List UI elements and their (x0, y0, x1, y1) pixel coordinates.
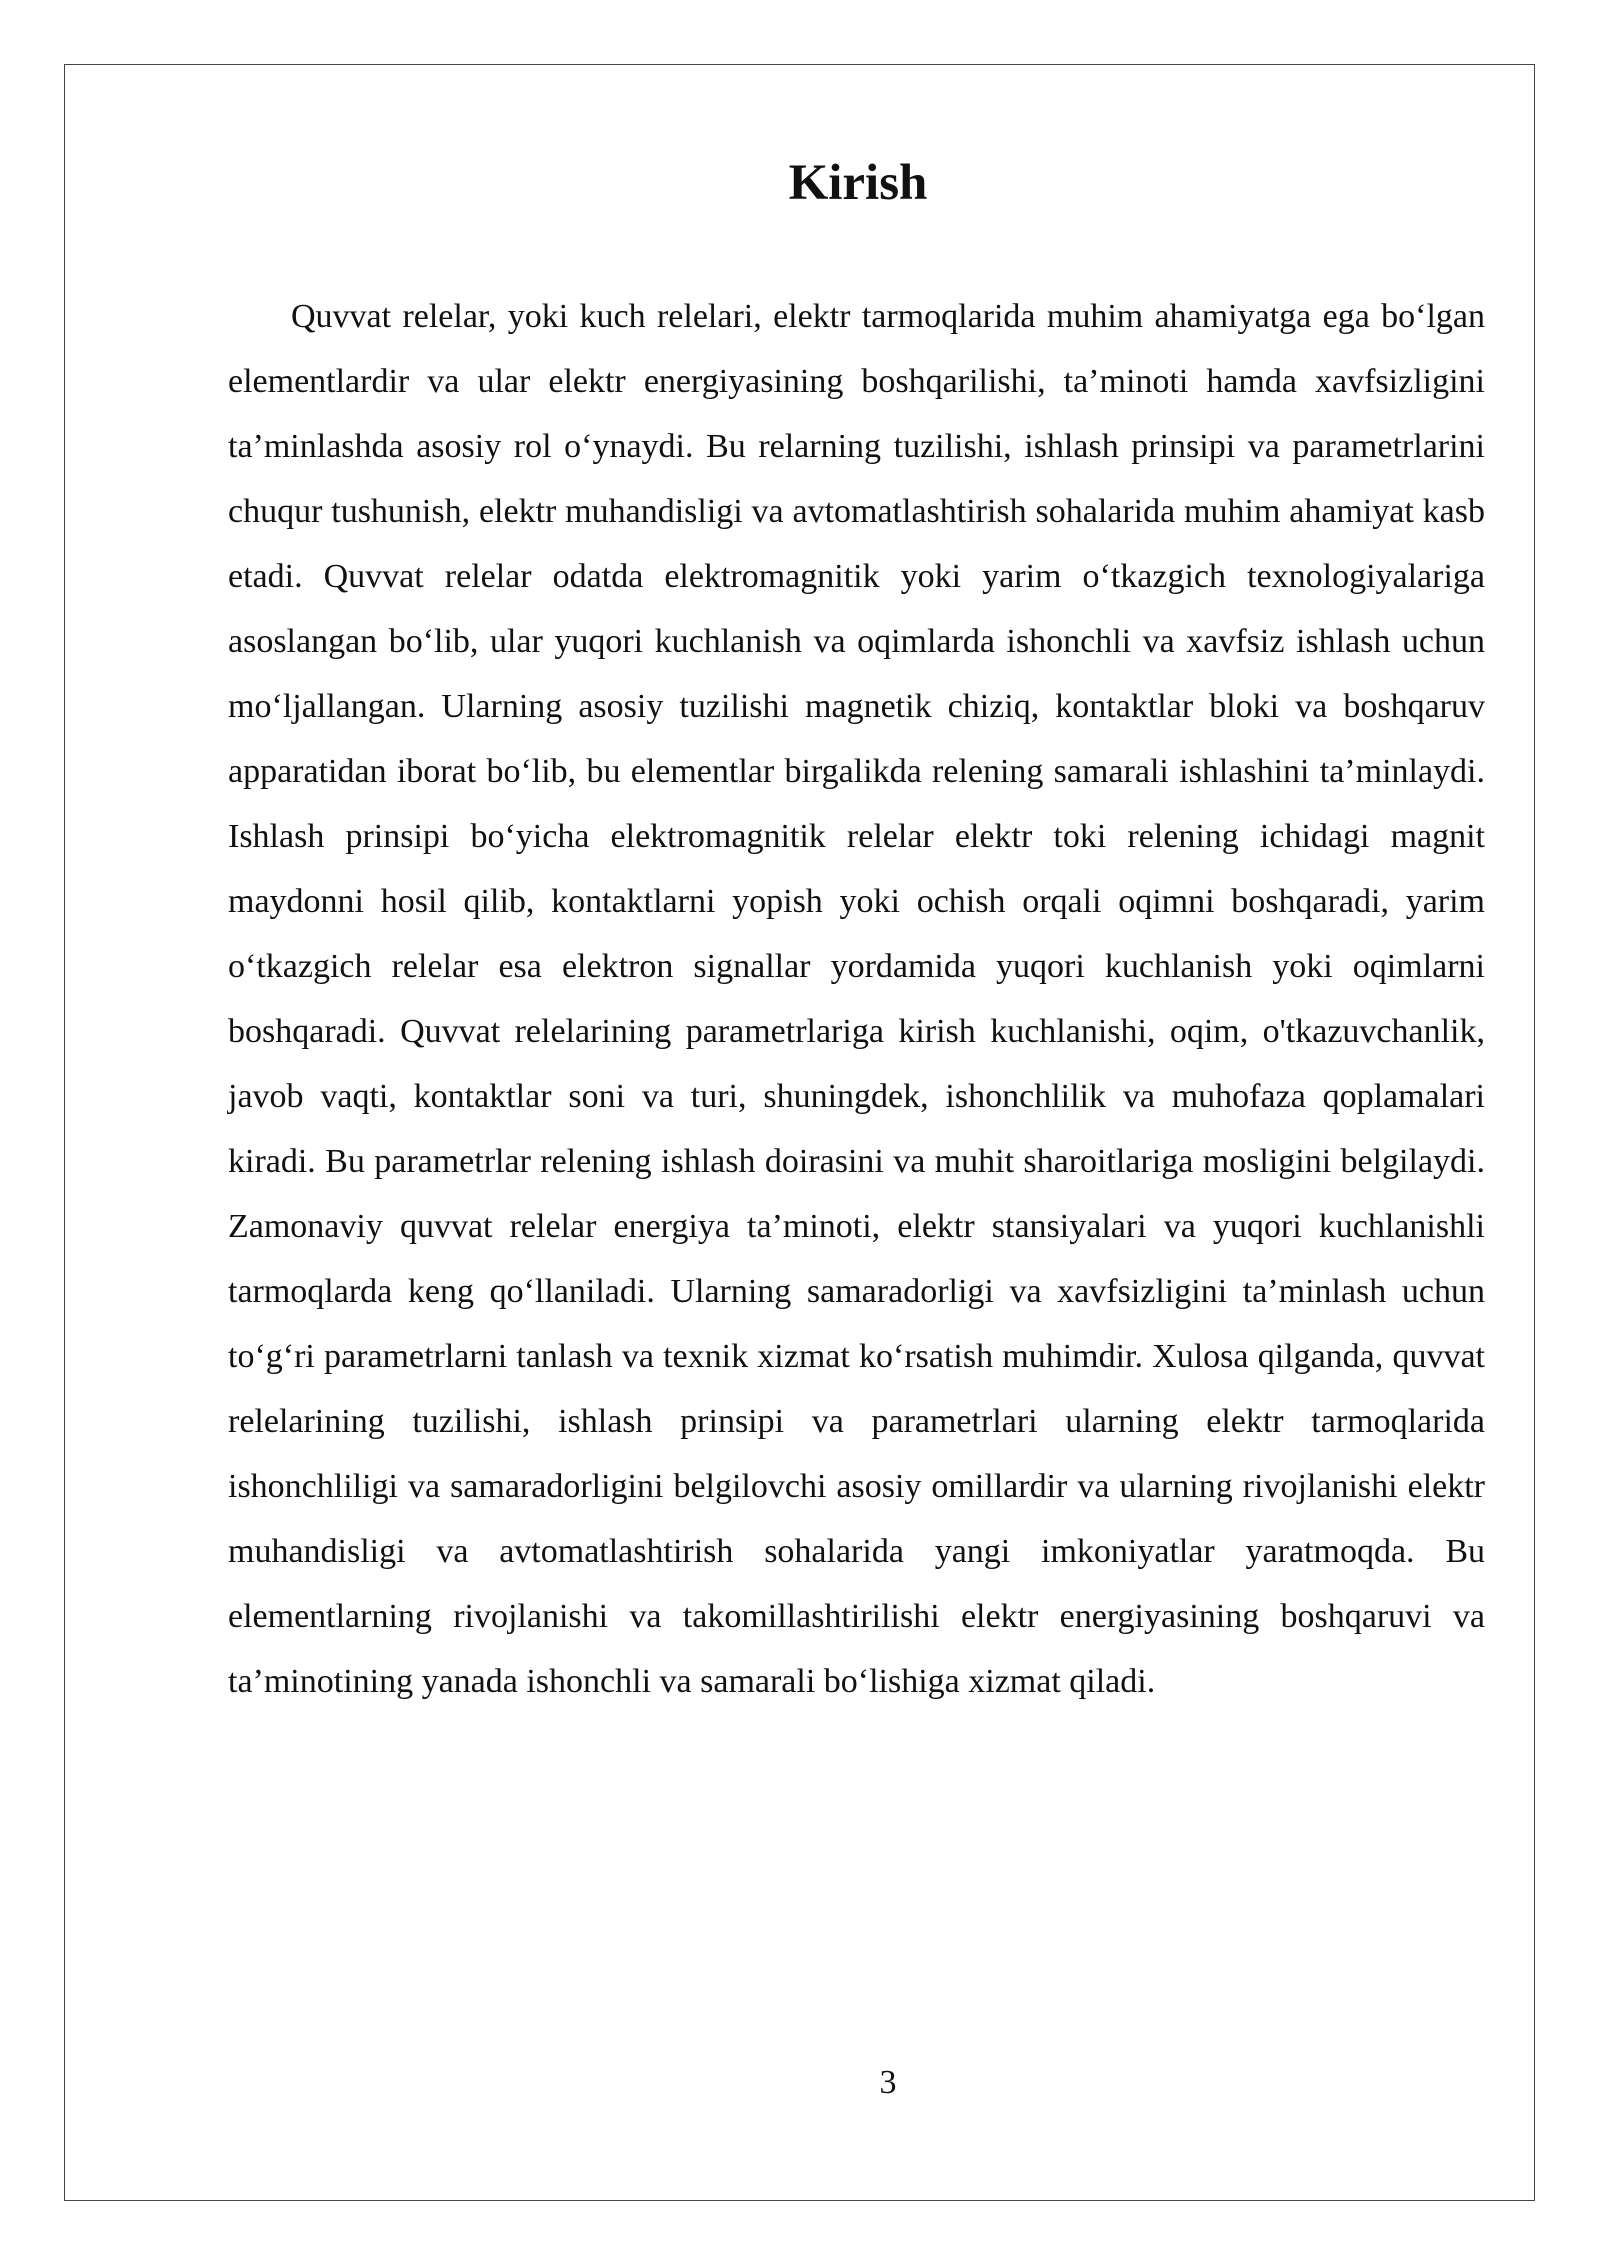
page-title: Kirish (788, 155, 928, 211)
page-number: 3 (879, 2064, 897, 2101)
body-paragraph: Quvvat relelar, yoki kuch relelari, elektr tarmoqlarida muhim ahamiyatga ega bo‘lgan elementlardir va ular elektr energiyasining boshqarilishi, ta’minoti hamda xavfsizligini ta’minlashda asosiy rol o‘ynaydi. Bu relarning tuzilishi, ishlash prinsipi va parametrlarini chuqur tushunish, elektr muhandisligi va avtomatlashtirish sohalarida muhim ahamiyat kasb etadi. Quvvat relelar odatda elektromagnitik yoki yarim o‘tkazgich texnologiyalariga asoslangan bo‘lib, ular yuqori kuchlanish va oqimlarda ishonchli va xavfsiz ishlash uchun mo‘ljallangan. Ularning asosiy tuzilishi magnetik chiziq, kontaktlar bloki va boshqaruv apparatidan iborat bo‘lib, bu elementlar birgalikda relening samarali ishlashini ta’minlaydi. Ishlash prinsipi bo‘yicha elektromagnitik relelar elektr toki relening ichidagi magnit maydonni hosil qilib, kontaktlarni yopish yoki ochish orqali oqimni boshqaradi, yarim o‘tkazgich relelar esa elektron signallar yordamida yuqori kuchlanish yoki oqimlarni boshqaradi. Quvvat relelarining parametrlariga kirish kuchlanishi, oqim, o'tkazuvchanlik, javob vaqti, kontaktlar soni va turi, shuningdek, ishonchlilik va muhofaza qoplamalari kiradi. Bu parametrlar relening ishlash doirasini va muhit sharoitlariga mosligini belgilaydi. Zamonaviy quvvat relelar energiya ta’minoti, elektr stansiyalari va yuqori kuchlanishli tarmoqlarda keng qo‘llaniladi. Ularning samaradorligi va xavfsizligini ta’minlash uchun to‘g‘ri parametrlarni tanlash va texnik xizmat ko‘rsatish muhimdir. Xulosa qilganda, quvvat relelarining tuzilishi, ishlash prinsipi va parametrlari ularning elektr tarmoqlarida ishonchliligi va samaradorligini belgilovchi asosiy omillardir va ularning rivojlanishi elektr muhandisligi va avtomatlashtirish sohalarida yangi imkoniyatlar yaratmoqda. Bu elementlarning rivojlanishi va takomillashtirilishi elektr energiyasining boshqaruvi va ta’minotining yanada ishonchli va samarali bo‘lishiga xizmat qiladi. (228, 298, 1485, 1700)
